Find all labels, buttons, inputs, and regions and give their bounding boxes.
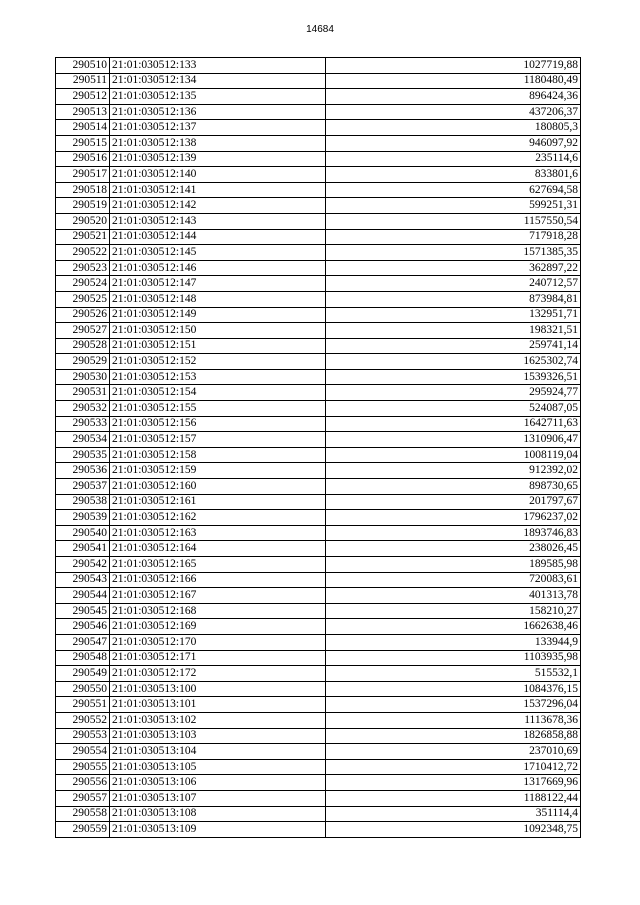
row-id-cell: 290518 [56,182,110,198]
table-row [56,104,581,120]
cadastral-number-cell: 21:01:030513:106 [110,775,326,791]
table-row [56,666,581,682]
row-id-cell: 290536 [56,463,110,479]
table-row [56,494,581,510]
cadastral-value-cell: 1084376,15 [326,681,581,697]
row-id-cell: 290529 [56,354,110,370]
table-row [56,58,581,74]
cadastral-number-cell: 21:01:030512:142 [110,198,326,214]
cadastral-value-cell: 1092348,75 [326,822,581,838]
cadastral-value-cell: 873984,81 [326,291,581,307]
cadastral-number-cell: 21:01:030512:139 [110,151,326,167]
row-id-cell: 290523 [56,260,110,276]
cadastral-number-cell: 21:01:030512:150 [110,323,326,339]
table-row [56,603,581,619]
cadastral-value-cell: 1642711,63 [326,416,581,432]
cadastral-number-cell: 21:01:030512:148 [110,291,326,307]
cadastral-value-cell: 295924,77 [326,385,581,401]
cadastral-value-cell: 351114,4 [326,806,581,822]
row-id-cell: 290541 [56,541,110,557]
cadastral-number-cell: 21:01:030512:159 [110,463,326,479]
cadastral-value-cell: 515532,1 [326,666,581,682]
table-row [56,681,581,697]
row-id-cell: 290558 [56,806,110,822]
cadastral-number-cell: 21:01:030512:133 [110,58,326,74]
row-id-cell: 290514 [56,120,110,136]
table-row [56,463,581,479]
cadastral-number-cell: 21:01:030512:169 [110,619,326,635]
cadastral-number-cell: 21:01:030512:162 [110,510,326,526]
cadastral-value-cell: 898730,65 [326,479,581,495]
table-row [56,120,581,136]
cadastral-number-cell: 21:01:030512:147 [110,276,326,292]
table-row [56,447,581,463]
cadastral-value-cell: 132951,71 [326,307,581,323]
table-row [56,151,581,167]
table-row [56,369,581,385]
cadastral-number-cell: 21:01:030512:140 [110,167,326,183]
cadastral-value-cell: 237010,69 [326,744,581,760]
cadastral-number-cell: 21:01:030512:170 [110,634,326,650]
cadastral-number-cell: 21:01:030512:161 [110,494,326,510]
table-row [56,541,581,557]
cadastral-number-cell: 21:01:030513:105 [110,759,326,775]
cadastral-value-cell: 896424,36 [326,89,581,105]
table-row [56,650,581,666]
cadastral-value-cell: 1710412,72 [326,759,581,775]
row-id-cell: 290535 [56,447,110,463]
cadastral-number-cell: 21:01:030512:137 [110,120,326,136]
table-row [56,744,581,760]
row-id-cell: 290532 [56,401,110,417]
table-row [56,790,581,806]
row-id-cell: 290555 [56,759,110,775]
row-id-cell: 290548 [56,650,110,666]
registry-table [55,57,581,838]
table-row [56,432,581,448]
table-row [56,806,581,822]
cadastral-value-cell: 912392,02 [326,463,581,479]
row-id-cell: 290526 [56,307,110,323]
row-id-cell: 290534 [56,432,110,448]
cadastral-number-cell: 21:01:030512:156 [110,416,326,432]
row-id-cell: 290537 [56,479,110,495]
cadastral-number-cell: 21:01:030512:134 [110,73,326,89]
table-row [56,510,581,526]
table-row [56,525,581,541]
page-number: 14684 [306,24,334,35]
row-id-cell: 290527 [56,323,110,339]
table-row [56,338,581,354]
row-id-cell: 290549 [56,666,110,682]
cadastral-value-cell: 1537296,04 [326,697,581,713]
cadastral-value-cell: 1113678,36 [326,712,581,728]
row-id-cell: 290513 [56,104,110,120]
table-row [56,728,581,744]
cadastral-number-cell: 21:01:030512:135 [110,89,326,105]
table-row [56,479,581,495]
row-id-cell: 290520 [56,213,110,229]
cadastral-value-cell: 946097,92 [326,135,581,151]
row-id-cell: 290542 [56,557,110,573]
cadastral-number-cell: 21:01:030513:104 [110,744,326,760]
cadastral-number-cell: 21:01:030512:168 [110,603,326,619]
row-id-cell: 290550 [56,681,110,697]
row-id-cell: 290553 [56,728,110,744]
table-row [56,182,581,198]
cadastral-number-cell: 21:01:030512:166 [110,572,326,588]
cadastral-value-cell: 1310906,47 [326,432,581,448]
row-id-cell: 290557 [56,790,110,806]
cadastral-value-cell: 1625302,74 [326,354,581,370]
row-id-cell: 290521 [56,229,110,245]
table-row [56,323,581,339]
cadastral-value-cell: 1157550,54 [326,213,581,229]
table-row [56,557,581,573]
table-row [56,619,581,635]
row-id-cell: 290522 [56,245,110,261]
cadastral-number-cell: 21:01:030512:143 [110,213,326,229]
table-row [56,416,581,432]
table-row [56,229,581,245]
cadastral-value-cell: 158210,27 [326,603,581,619]
cadastral-value-cell: 1103935,98 [326,650,581,666]
table-row [56,73,581,89]
cadastral-number-cell: 21:01:030512:145 [110,245,326,261]
cadastral-number-cell: 21:01:030513:100 [110,681,326,697]
cadastral-number-cell: 21:01:030512:158 [110,447,326,463]
cadastral-number-cell: 21:01:030512:165 [110,557,326,573]
row-id-cell: 290547 [56,634,110,650]
cadastral-value-cell: 1008119,04 [326,447,581,463]
cadastral-value-cell: 362897,22 [326,260,581,276]
row-id-cell: 290525 [56,291,110,307]
cadastral-value-cell: 717918,28 [326,229,581,245]
row-id-cell: 290533 [56,416,110,432]
row-id-cell: 290539 [56,510,110,526]
row-id-cell: 290511 [56,73,110,89]
cadastral-value-cell: 1317669,96 [326,775,581,791]
row-id-cell: 290559 [56,822,110,838]
table-row [56,89,581,105]
row-id-cell: 290531 [56,385,110,401]
row-id-cell: 290540 [56,525,110,541]
cadastral-value-cell: 720083,61 [326,572,581,588]
cadastral-value-cell: 1796237,02 [326,510,581,526]
cadastral-value-cell: 1662638,46 [326,619,581,635]
cadastral-number-cell: 21:01:030512:141 [110,182,326,198]
cadastral-value-cell: 627694,58 [326,182,581,198]
row-id-cell: 290530 [56,369,110,385]
cadastral-number-cell: 21:01:030512:172 [110,666,326,682]
cadastral-value-cell: 524087,05 [326,401,581,417]
row-id-cell: 290517 [56,167,110,183]
row-id-cell: 290554 [56,744,110,760]
cadastral-number-cell: 21:01:030512:167 [110,588,326,604]
table-row [56,712,581,728]
row-id-cell: 290545 [56,603,110,619]
cadastral-number-cell: 21:01:030513:101 [110,697,326,713]
cadastral-number-cell: 21:01:030512:151 [110,338,326,354]
cadastral-number-cell: 21:01:030512:155 [110,401,326,417]
row-id-cell: 290552 [56,712,110,728]
table-row [56,634,581,650]
cadastral-number-cell: 21:01:030513:109 [110,822,326,838]
cadastral-number-cell: 21:01:030512:163 [110,525,326,541]
table-row [56,697,581,713]
cadastral-value-cell: 401313,78 [326,588,581,604]
cadastral-number-cell: 21:01:030512:138 [110,135,326,151]
row-id-cell: 290538 [56,494,110,510]
cadastral-value-cell: 437206,37 [326,104,581,120]
cadastral-value-cell: 1826858,88 [326,728,581,744]
cadastral-value-cell: 599251,31 [326,198,581,214]
cadastral-number-cell: 21:01:030512:157 [110,432,326,448]
cadastral-number-cell: 21:01:030512:153 [110,369,326,385]
cadastral-number-cell: 21:01:030512:171 [110,650,326,666]
table-row [56,588,581,604]
cadastral-value-cell: 240712,57 [326,276,581,292]
cadastral-value-cell: 1188122,44 [326,790,581,806]
cadastral-number-cell: 21:01:030512:136 [110,104,326,120]
table-row [56,213,581,229]
table-row [56,385,581,401]
cadastral-value-cell: 133944,9 [326,634,581,650]
cadastral-value-cell: 180805,3 [326,120,581,136]
cadastral-number-cell: 21:01:030512:160 [110,479,326,495]
cadastral-number-cell: 21:01:030512:164 [110,541,326,557]
table-row [56,276,581,292]
cadastral-value-cell: 833801,6 [326,167,581,183]
cadastral-value-cell: 1893746,83 [326,525,581,541]
row-id-cell: 290519 [56,198,110,214]
table-row [56,167,581,183]
cadastral-number-cell: 21:01:030512:144 [110,229,326,245]
row-id-cell: 290512 [56,89,110,105]
row-id-cell: 290544 [56,588,110,604]
row-id-cell: 290551 [56,697,110,713]
table-row [56,291,581,307]
row-id-cell: 290528 [56,338,110,354]
cadastral-number-cell: 21:01:030512:154 [110,385,326,401]
cadastral-value-cell: 201797,67 [326,494,581,510]
row-id-cell: 290510 [56,58,110,74]
table-row [56,245,581,261]
cadastral-number-cell: 21:01:030512:146 [110,260,326,276]
cadastral-value-cell: 1571385,35 [326,245,581,261]
cadastral-value-cell: 235114,6 [326,151,581,167]
table-row [56,572,581,588]
row-id-cell: 290515 [56,135,110,151]
table-row [56,759,581,775]
cadastral-value-cell: 238026,45 [326,541,581,557]
cadastral-value-cell: 1539326,51 [326,369,581,385]
cadastral-number-cell: 21:01:030513:102 [110,712,326,728]
row-id-cell: 290546 [56,619,110,635]
table-row [56,260,581,276]
cadastral-value-cell: 189585,98 [326,557,581,573]
cadastral-number-cell: 21:01:030513:107 [110,790,326,806]
cadastral-number-cell: 21:01:030513:108 [110,806,326,822]
table-row [56,354,581,370]
row-id-cell: 290556 [56,775,110,791]
registry-table-body [56,58,581,838]
table-row [56,775,581,791]
row-id-cell: 290543 [56,572,110,588]
cadastral-number-cell: 21:01:030513:103 [110,728,326,744]
row-id-cell: 290516 [56,151,110,167]
cadastral-value-cell: 1027719,88 [326,58,581,74]
cadastral-value-cell: 198321,51 [326,323,581,339]
row-id-cell: 290524 [56,276,110,292]
table-row [56,401,581,417]
table-row [56,135,581,151]
table-row [56,307,581,323]
cadastral-number-cell: 21:01:030512:149 [110,307,326,323]
cadastral-value-cell: 259741,14 [326,338,581,354]
table-row [56,822,581,838]
cadastral-value-cell: 1180480,49 [326,73,581,89]
table-row [56,198,581,214]
cadastral-number-cell: 21:01:030512:152 [110,354,326,370]
